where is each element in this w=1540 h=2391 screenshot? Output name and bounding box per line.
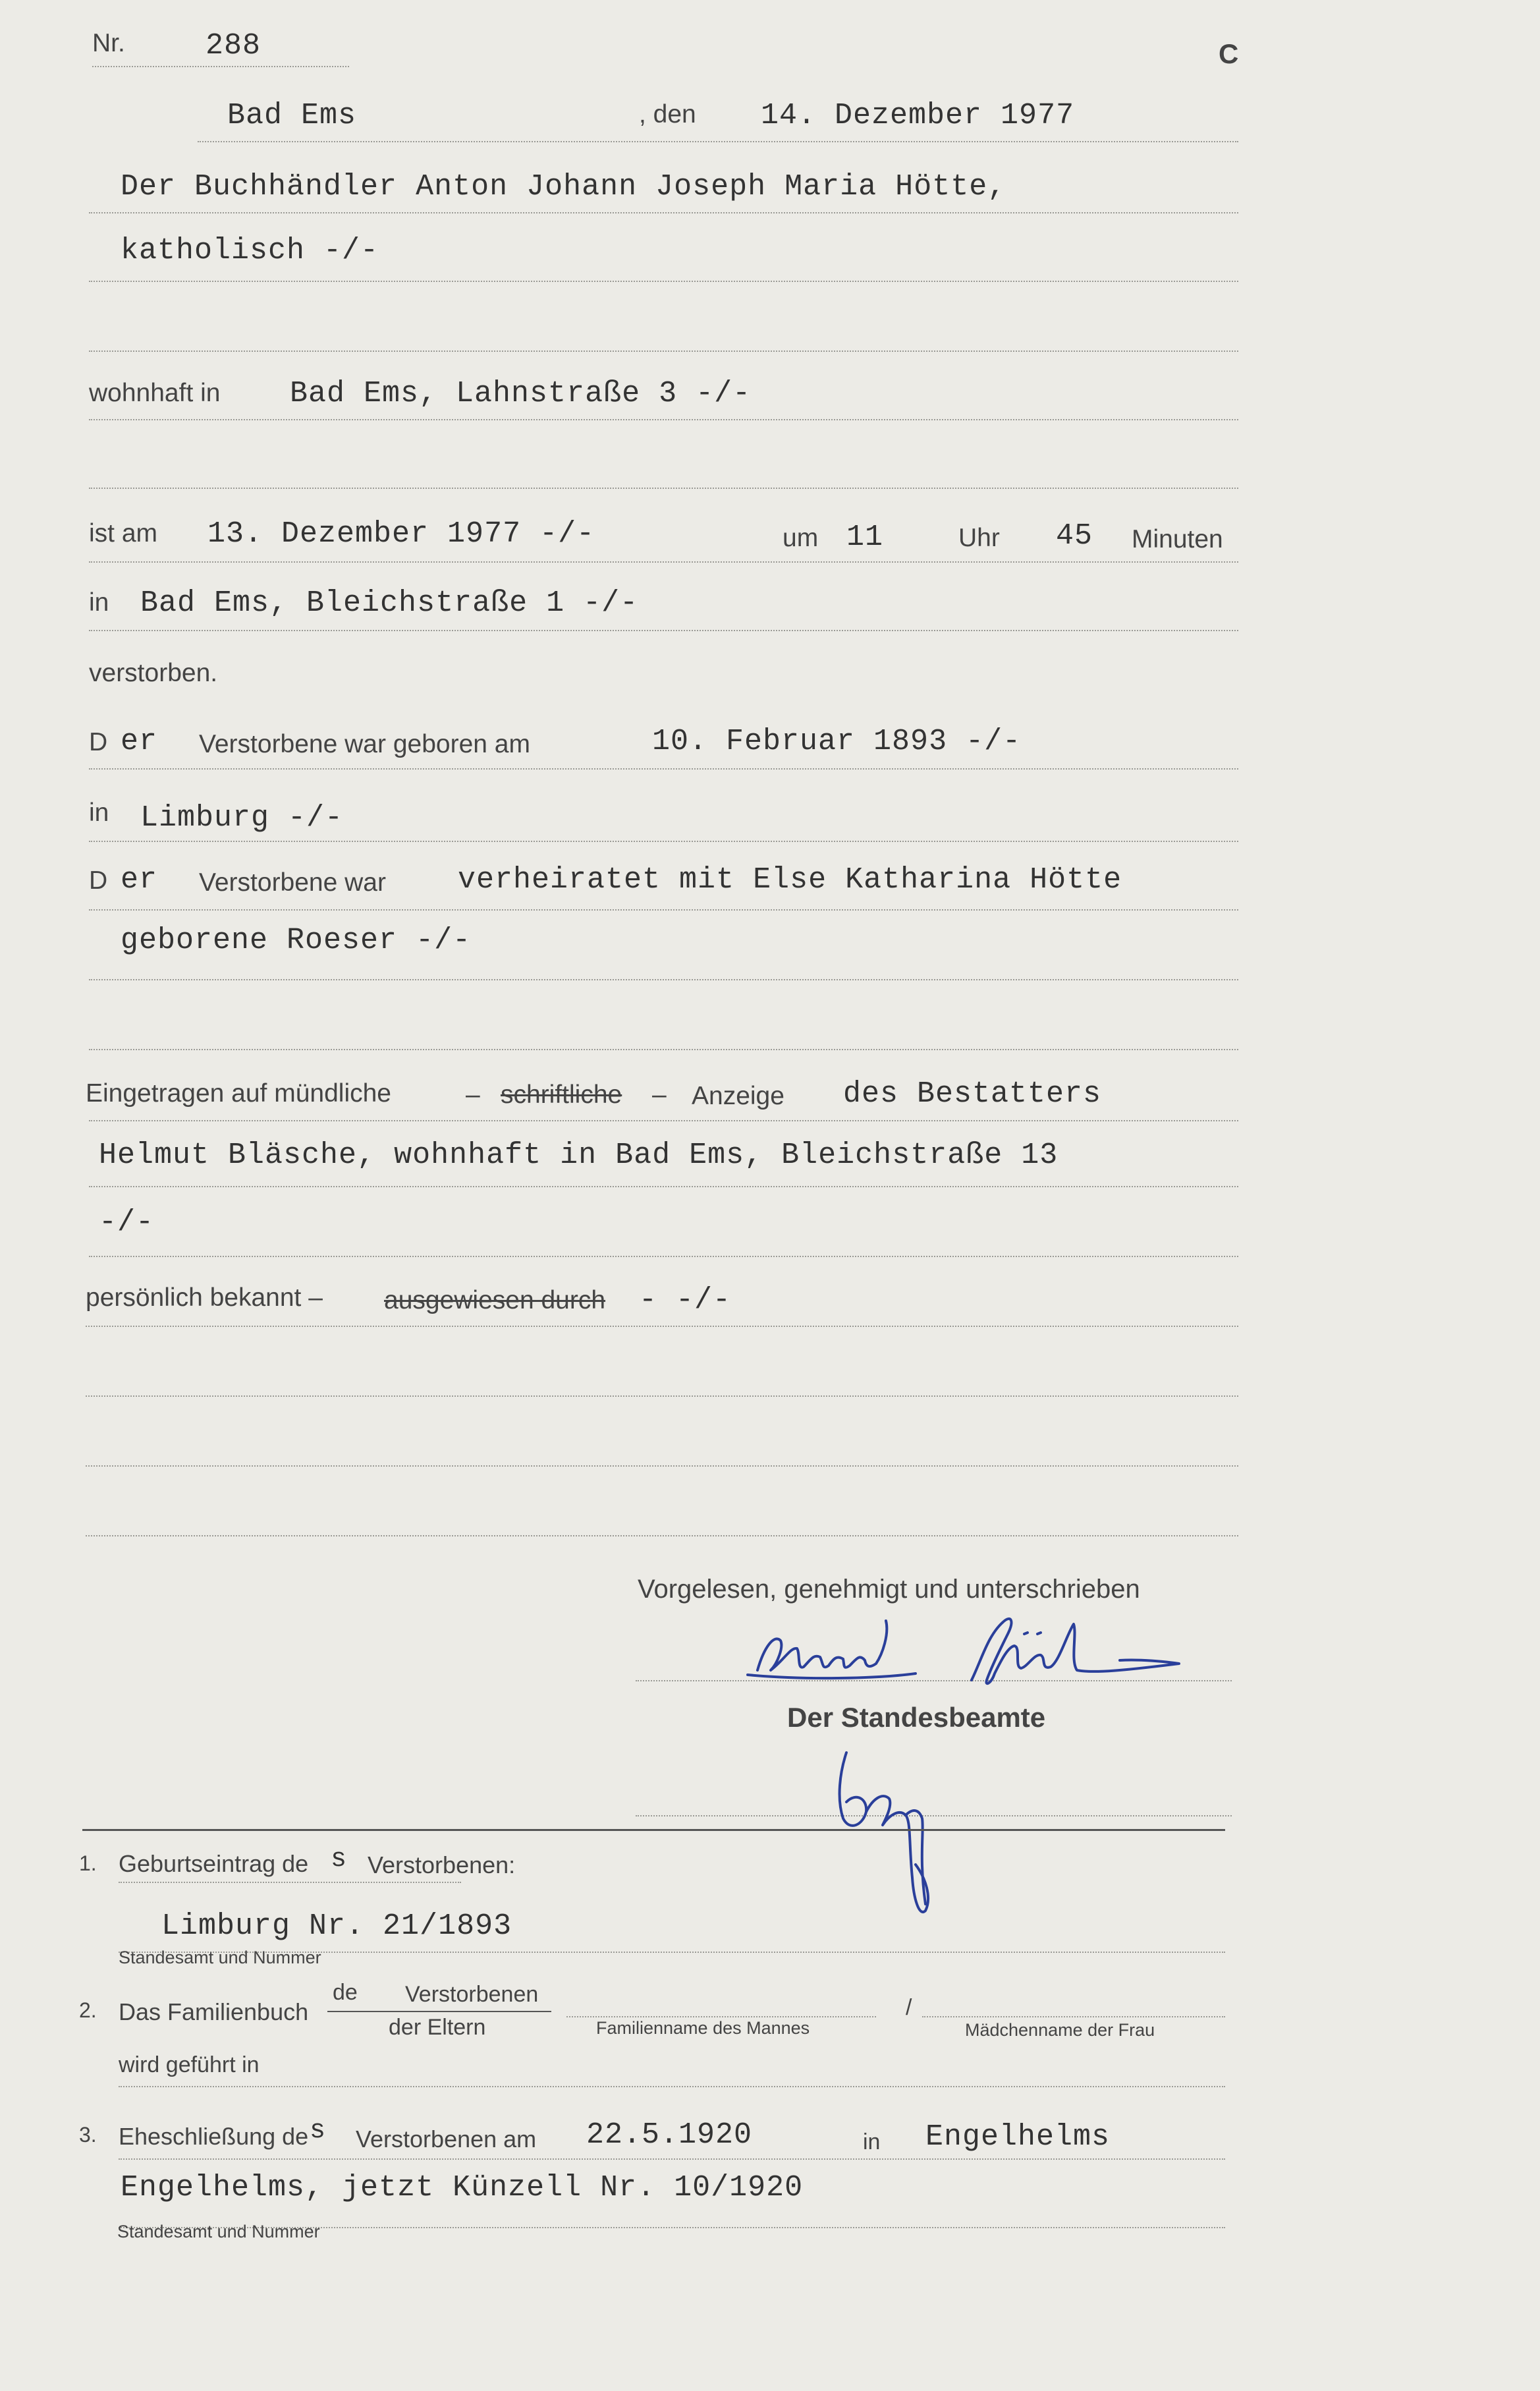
registration-struck: schriftliche — [501, 1081, 622, 1109]
blank-line-1 — [89, 351, 1238, 352]
registration-rule-2 — [89, 1186, 1238, 1187]
footnote-1-label-rule — [119, 1882, 461, 1883]
registration-value-2: Helmut Bläsche, wohnhaft in Bad Ems, Bleichstraße 13 — [99, 1139, 1059, 1172]
footnote-3-label-a: Eheschließung de — [119, 2123, 309, 2150]
date-line — [198, 141, 1238, 142]
marital-value-2: geborene Roeser -/- — [121, 924, 472, 957]
birth-date-rule — [89, 768, 1238, 770]
official-signature-icon — [744, 1608, 1192, 1700]
footnote-1-label-b: Verstorbenen: — [368, 1851, 516, 1878]
footnote-2-number: 2. — [79, 1998, 97, 2022]
footnote-2-slash: / — [906, 1995, 912, 2020]
identity-rule — [86, 1326, 1238, 1327]
birth-place-rule — [89, 841, 1238, 842]
registration-dash-1: – — [466, 1081, 480, 1109]
marital-d-label: D — [89, 866, 108, 895]
death-hour: 11 — [846, 520, 884, 554]
footnote-3-label-b: Verstorbenen am — [356, 2125, 537, 2152]
death-place-rule — [89, 630, 1238, 631]
death-date-label: ist am — [89, 519, 158, 548]
registration-rule-1 — [89, 1120, 1238, 1121]
footnote-separator — [82, 1829, 1225, 1831]
form-letter: C — [1219, 38, 1239, 69]
death-place: Bad Ems, Bleichstraße 1 -/- — [140, 586, 639, 620]
registration-dash-2: – — [652, 1081, 667, 1109]
footnote-2-frac-top: Verstorbenen — [405, 1982, 539, 2007]
death-date-rule — [89, 561, 1238, 563]
person-line-1-rule — [89, 212, 1238, 213]
footnote-3-in: in — [863, 2129, 881, 2154]
footnote-2-mann-rule — [566, 2016, 876, 2017]
person-line-1: Der Buchhändler Anton Johann Joseph Maria Hötte, — [121, 170, 1006, 204]
footnote-1-value: Limburg Nr. 21/1893 — [161, 1909, 512, 1943]
person-line-2-rule — [89, 281, 1238, 282]
registration-rule-3 — [89, 1256, 1238, 1257]
minuten-label: Minuten — [1132, 525, 1223, 553]
blank-line-2 — [89, 488, 1238, 489]
uhr-label: Uhr — [958, 524, 1000, 552]
blank-line-3 — [89, 1049, 1238, 1050]
residence-label: wohnhaft in — [89, 379, 221, 407]
person-line-2: katholisch -/- — [121, 234, 379, 267]
official-title: Der Standesbeamte — [787, 1702, 1046, 1733]
footnote-3-typed-s: s — [310, 2116, 327, 2146]
marital-rule-2 — [89, 979, 1238, 980]
nr-label: Nr. — [92, 29, 125, 57]
register-number: 288 — [206, 29, 261, 63]
footnote-2-gefuehrt: wird geführt in — [119, 2052, 260, 2077]
footnote-3-caption: Standesamt und Nummer — [117, 2222, 320, 2241]
identity-suffix: - -/- — [639, 1283, 732, 1317]
verstorben-label: verstorben. — [89, 659, 218, 687]
death-place-label: in — [89, 588, 109, 617]
registration-value-3: -/- — [99, 1206, 155, 1239]
marital-label: Verstorbene war — [199, 868, 386, 897]
footnote-1-label-a: Geburtseintrag de — [119, 1850, 309, 1877]
birth-place-label: in — [89, 799, 109, 827]
blank-line-6 — [86, 1535, 1238, 1536]
footnote-3-value: Engelhelms, jetzt Künzell Nr. 10/1920 — [121, 2171, 804, 2205]
registration-label: Eingetragen auf mündliche — [86, 1079, 391, 1108]
footnote-2-frau-rule — [922, 2016, 1225, 2017]
place-of-registration: Bad Ems — [227, 99, 357, 132]
marital-value-1: verheiratet mit Else Katharina Hötte — [458, 863, 1122, 897]
footnote-3-rule-1 — [119, 2158, 1225, 2160]
signing-text: Vorgelesen, genehmigt und unterschrieben — [638, 1575, 1140, 1604]
birth-label: Verstorbene war geboren am — [199, 730, 530, 758]
footnote-2-fraction-bar — [327, 2011, 551, 2012]
identity-label: persönlich bekannt – — [86, 1283, 323, 1312]
blank-line-4 — [86, 1395, 1238, 1397]
official-initials-icon — [827, 1746, 972, 1924]
birth-place: Limburg -/- — [140, 801, 344, 835]
footnote-2-caption-mann: Familienname des Mannes — [596, 2018, 810, 2038]
footnote-1-number: 1. — [79, 1851, 97, 1875]
birth-er-typed: er — [121, 725, 158, 758]
blank-line-5 — [86, 1465, 1238, 1467]
residence-value: Bad Ems, Lahnstraße 3 -/- — [290, 377, 752, 410]
footnote-3-number: 3. — [79, 2123, 97, 2147]
death-minute: 45 — [1056, 519, 1093, 553]
footnote-2-caption-frau: Mädchenname der Frau — [965, 2020, 1155, 2040]
residence-rule — [89, 419, 1238, 420]
registration-value-1: des Bestatters — [843, 1077, 1102, 1111]
footnote-3-place: Engelhelms — [925, 2120, 1111, 2154]
birth-d-label: D — [89, 728, 108, 756]
um-label: um — [783, 524, 819, 552]
marital-er-typed: er — [121, 863, 158, 897]
footnote-2-frac-top-typed: de — [333, 1980, 358, 2005]
anzeige-label: Anzeige — [692, 1082, 784, 1110]
registration-date: 14. Dezember 1977 — [761, 99, 1075, 132]
birth-date: 10. Februar 1893 -/- — [652, 725, 1022, 758]
marital-rule-1 — [89, 909, 1238, 911]
footnote-3-date: 22.5.1920 — [586, 2118, 753, 2152]
footnote-2-frac-bottom: der Eltern — [389, 2015, 486, 2040]
death-date: 13. Dezember 1977 -/- — [207, 517, 595, 551]
den-label: , den — [639, 100, 696, 128]
nr-underline — [92, 66, 349, 67]
identity-struck: ausgewiesen durch — [384, 1286, 606, 1314]
footnote-1-caption: Standesamt und Nummer — [119, 1948, 321, 1967]
footnote-1-typed-s: s — [331, 1845, 348, 1874]
footnote-2-label: Das Familienbuch — [119, 1998, 309, 2025]
footnote-2-gefuehrt-rule — [119, 2086, 1225, 2087]
